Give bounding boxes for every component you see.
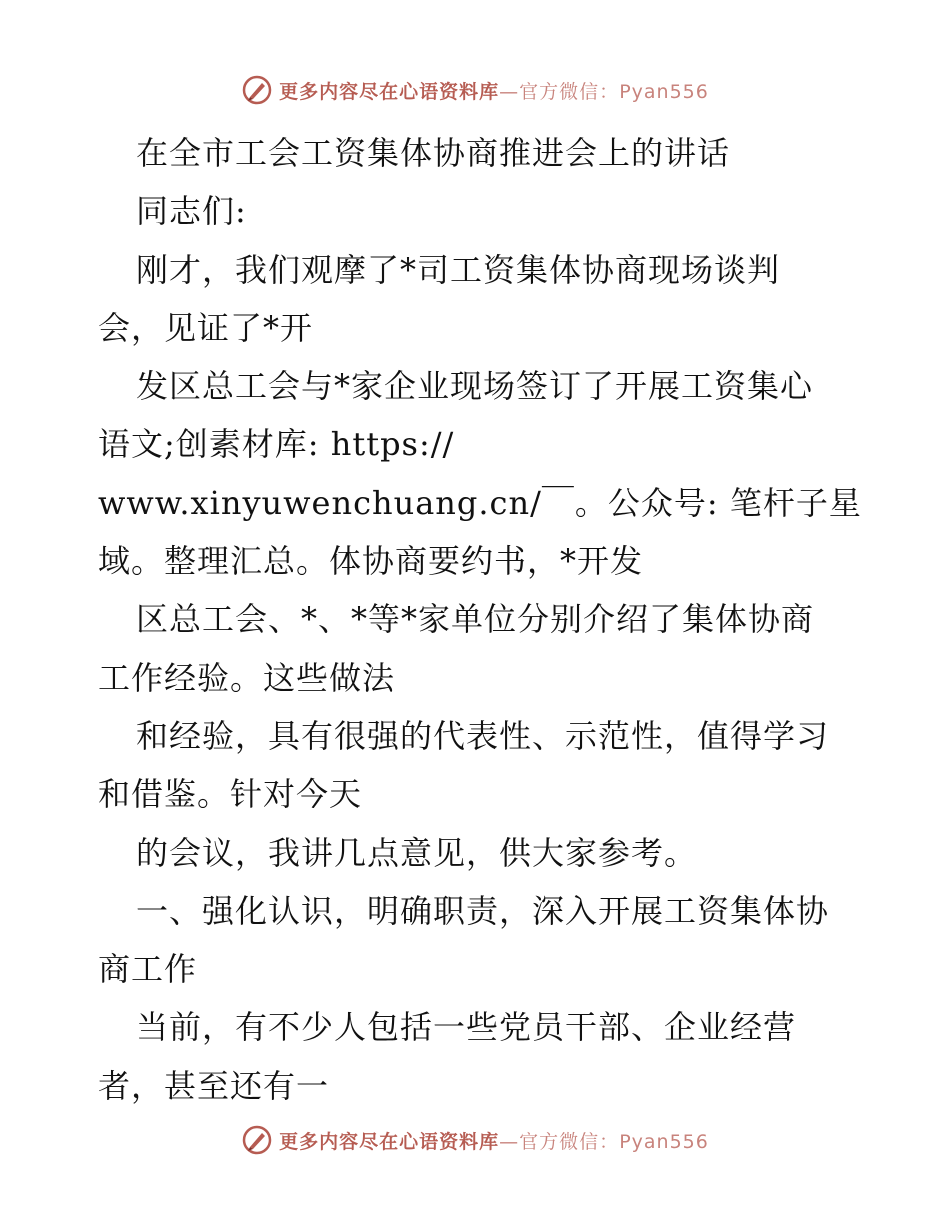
document-line: 语文;创素材库: https:// xyxy=(98,425,455,464)
watermark-wechat-id: Pyan556 xyxy=(619,80,709,103)
document-line: 刚才，我们观摩了*司工资集体协商现场谈判 xyxy=(136,250,781,289)
document-line: 和经验，具有很强的代表性、示范性，值得学习 xyxy=(136,716,830,755)
watermark-separator: — xyxy=(499,1130,520,1153)
document-line: 者，甚至还有一 xyxy=(98,1066,330,1105)
document-line: 商工作 xyxy=(98,950,198,989)
document-body xyxy=(98,124,862,1115)
watermark-brand: 更多内容尽在心语资料库 xyxy=(279,80,500,103)
footer-watermark xyxy=(0,1120,950,1160)
document-line: 区总工会、*、*等*家单位分别介绍了集体协商 xyxy=(136,600,815,639)
watermark-separator: — xyxy=(499,80,520,103)
pen-logo-icon xyxy=(241,74,273,106)
document-line: 同志们: xyxy=(136,192,247,231)
watermark-text xyxy=(279,1127,709,1154)
watermark-official: 官方微信： xyxy=(519,80,620,103)
document-line: 工作经验。这些做法 xyxy=(98,658,396,697)
document-line: 和借鉴。针对今天 xyxy=(98,775,363,814)
pen-logo-icon xyxy=(241,1124,273,1156)
document-line: 当前，有不少人包括一些党员干部、企业经营 xyxy=(136,1008,797,1047)
document-line: 在全市工会工资集体协商推进会上的讲话 xyxy=(136,134,731,172)
watermark-wechat-id: Pyan556 xyxy=(619,1130,709,1153)
document-line: www.xinyuwenchuang.cn/￣。公众号: 笔杆子星 xyxy=(98,483,862,522)
watermark-text xyxy=(279,77,709,104)
document-line: 域。整理汇总。体协商要约书，*开发 xyxy=(98,542,644,581)
document-line: 一、强化认识，明确职责，深入开展工资集体协 xyxy=(136,891,830,930)
header-watermark xyxy=(0,70,950,110)
watermark-official: 官方微信： xyxy=(519,1130,620,1153)
document-line: 发区总工会与*家企业现场签订了开展工资集心 xyxy=(136,367,814,406)
document-line: 会，见证了*开 xyxy=(98,308,314,347)
document-line: 的会议，我讲几点意见，供大家参考。 xyxy=(136,833,698,872)
watermark-brand: 更多内容尽在心语资料库 xyxy=(279,1130,500,1153)
